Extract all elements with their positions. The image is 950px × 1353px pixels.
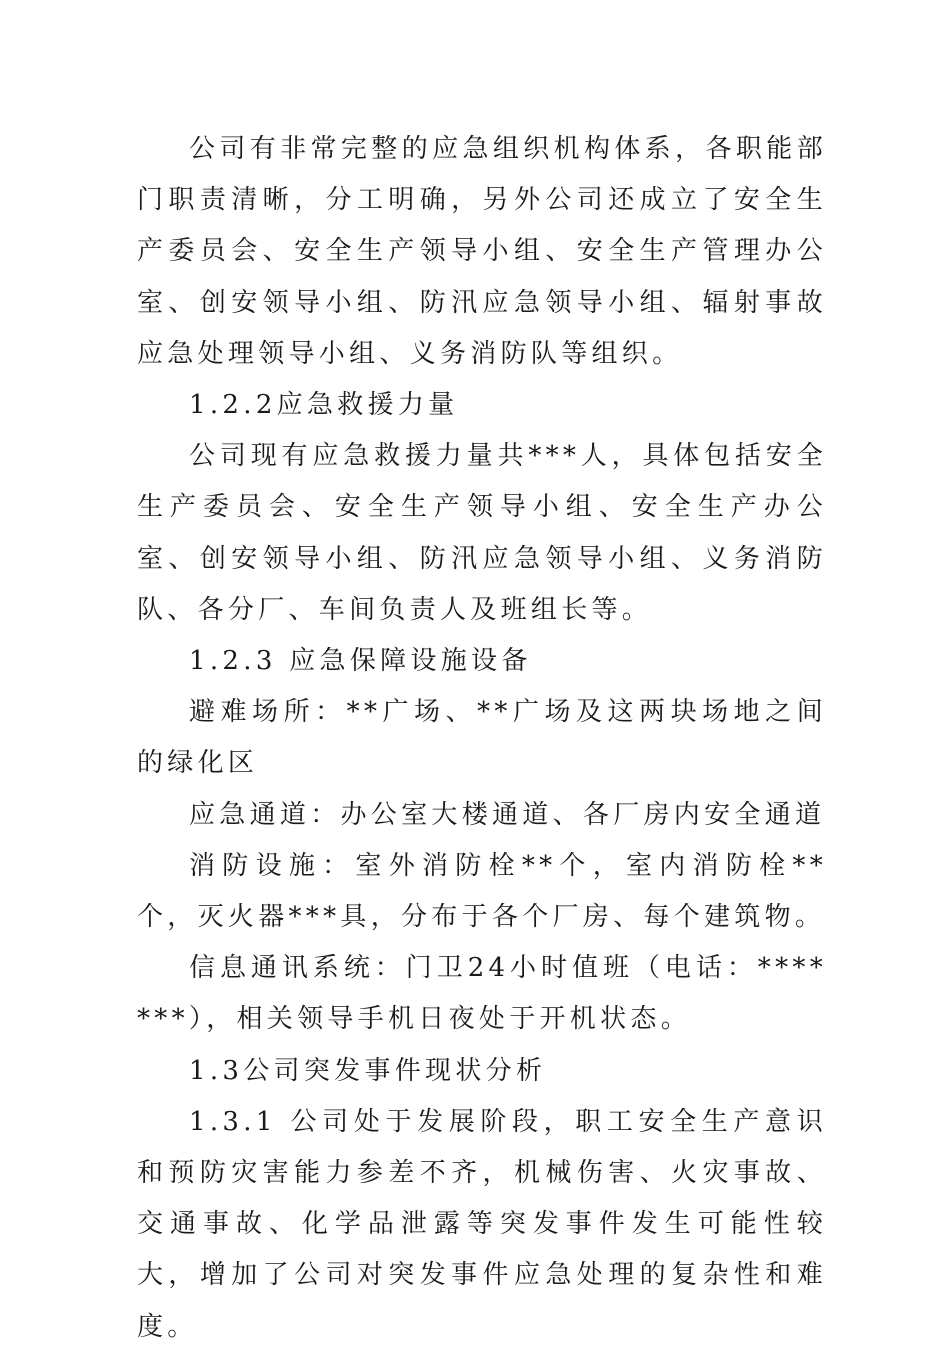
paragraph-organization-system: 公司有非常完整的应急组织机构体系，各职能部门职责清晰，分工明确，另外公司还成立了安全生产委员会、安全生产领导小组、安全生产管理办公室、创安领导小组、防汛应急领导小组、辐射事故应急处理领导小组、义务消防队等组织。	[137, 134, 827, 369]
paragraph-fire-facilities: 消防设施：室外消防栓**个，室内消防栓**个，灭火器***具，分布于各个厂房、每个建筑物。	[137, 850, 827, 933]
paragraph-shelter: 避难场所：**广场、**广场及这两块场地之间的绿化区	[137, 697, 827, 779]
paragraph-communication: 信息通讯系统：门卫24小时值班（电话：*******），相关领导手机日夜处于开机状态。	[137, 953, 827, 1035]
paragraph-rescue-force: 公司现有应急救援力量共***人，具体包括安全生产委员会、安全生产领导小组、安全生产办公室、创安领导小组、防汛应急领导小组、义务消防队、各分厂、车间负责人及班组长等。	[137, 441, 827, 625]
document-body	[137, 124, 827, 1353]
heading-1-2-3: 1.2.3 应急保障设施设备	[189, 646, 532, 677]
heading-1-3: 1.3公司突发事件现状分析	[189, 1055, 547, 1086]
paragraph-1-3-1: 1.3.1 公司处于发展阶段，职工安全生产意识和预防灾害能力参差不齐，机械伤害、火灾事故、交通事故、化学品泄露等突发事件发生可能性较大，增加了公司对突发事件应急处理的复杂性和难度。	[137, 1106, 827, 1342]
paragraph-emergency-passage: 应急通道：办公室大楼通道、各厂房内安全通道	[189, 799, 826, 830]
heading-1-2-2: 1.2.2应急救援力量	[189, 390, 459, 421]
